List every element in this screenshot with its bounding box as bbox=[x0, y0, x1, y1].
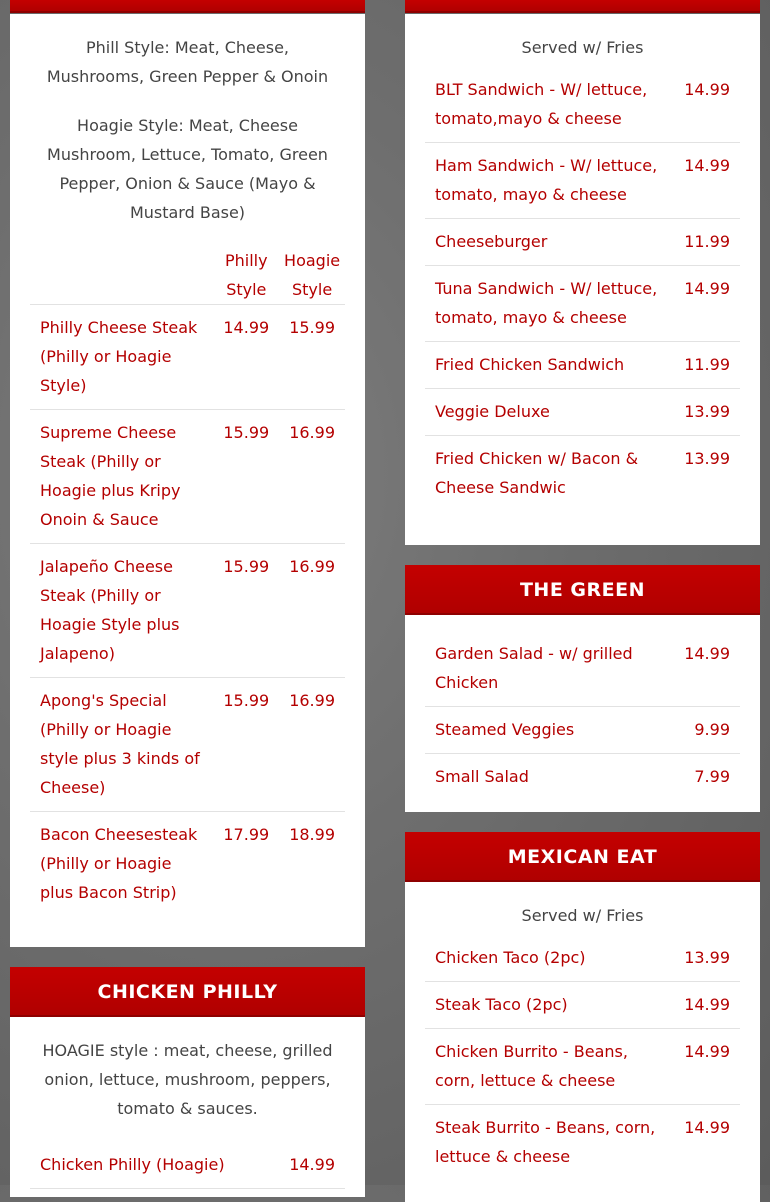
chicken-philly-table bbox=[30, 1142, 345, 1189]
section-title: MEXICAN EAT bbox=[507, 846, 658, 868]
menu-item-price: 7.99 bbox=[674, 754, 740, 801]
philly-style-note: Phill Style: Meat, Cheese, Mushrooms, Green Pepper & Onoin bbox=[46, 38, 329, 86]
mexican-card bbox=[405, 882, 760, 1202]
menu-item-row[interactable] bbox=[425, 982, 740, 1029]
menu-item-name: Small Salad bbox=[425, 754, 674, 801]
hoagie-price: 18.99 bbox=[279, 812, 345, 917]
menu-item-price: 11.99 bbox=[674, 219, 740, 266]
menu-item-price: 11.99 bbox=[674, 342, 740, 389]
chicken-philly-note: HOAGIE style : meat, cheese, grilled onion, lettuce, mushroom, peppers, tomato & sauces. bbox=[42, 1041, 333, 1118]
menu-item-row[interactable] bbox=[425, 143, 740, 219]
menu-item-price: 14.99 bbox=[674, 1105, 740, 1181]
menu-item-row[interactable] bbox=[425, 389, 740, 436]
menu-item-price: 14.99 bbox=[674, 982, 740, 1029]
menu-item-price: 14.99 bbox=[289, 1155, 335, 1174]
menu-item-row[interactable] bbox=[425, 219, 740, 266]
menu-item-name: Veggie Deluxe bbox=[425, 389, 674, 436]
chicken-philly-header bbox=[10, 967, 365, 1017]
menu-item-price: 9.99 bbox=[674, 707, 740, 754]
menu-item-row-partial bbox=[30, 1189, 345, 1190]
menu-item-row[interactable] bbox=[30, 1142, 345, 1189]
menu-item-name: Philly Cheese Steak (Philly or Hoagie Style) bbox=[30, 305, 213, 410]
menu-item-price: 14.99 bbox=[684, 644, 730, 663]
menu-item-name: Ham Sandwich - W/ lettuce, tomato, mayo & cheese bbox=[425, 143, 674, 219]
menu-item-row[interactable] bbox=[425, 436, 740, 512]
menu-item-row[interactable] bbox=[425, 1105, 740, 1181]
philly-price: 15.99 bbox=[213, 544, 279, 678]
menu-item-price: 14.99 bbox=[674, 266, 740, 342]
menu-item-row[interactable] bbox=[30, 410, 345, 544]
philly-style-column-header: Philly Style bbox=[224, 251, 268, 299]
mexican-menu-table bbox=[425, 935, 740, 1180]
menu-item-row[interactable] bbox=[425, 935, 740, 982]
menu-item-price: 14.99 bbox=[684, 80, 730, 99]
sandwich-menu-table bbox=[425, 67, 740, 511]
green-section-header bbox=[405, 565, 760, 615]
sandwich-section-header bbox=[405, 0, 760, 13]
menu-item-row[interactable] bbox=[425, 754, 740, 801]
menu-item-price: 13.99 bbox=[684, 948, 730, 967]
sandwich-card bbox=[405, 14, 760, 545]
menu-item-row[interactable] bbox=[425, 266, 740, 342]
menu-item-name: Garden Salad - w/ grilled Chicken bbox=[435, 644, 633, 692]
menu-item-name: Steak Taco (2pc) bbox=[425, 982, 674, 1029]
philly-table-header bbox=[30, 246, 345, 305]
row-divider bbox=[30, 1189, 345, 1190]
menu-item-name: Tuna Sandwich - W/ lettuce, tomato, mayo & cheese bbox=[425, 266, 674, 342]
menu-item-name: Bacon Cheesesteak (Philly or Hoagie plus Bacon Strip) bbox=[30, 812, 213, 917]
menu-item-name: Steak Burrito - Beans, corn, lettuce & cheese bbox=[425, 1105, 674, 1181]
menu-item-row[interactable] bbox=[30, 678, 345, 812]
menu-item-name: Fried Chicken Sandwich bbox=[425, 342, 674, 389]
menu-item-name: Jalapeño Cheese Steak (Philly or Hoagie Style plus Jalapeno) bbox=[30, 544, 213, 678]
hoagie-price: 15.99 bbox=[279, 305, 345, 410]
menu-item-name: Steamed Veggies bbox=[425, 707, 674, 754]
menu-item-name: Cheeseburger bbox=[425, 219, 674, 266]
menu-item-name: BLT Sandwich - W/ lettuce, tomato,mayo & cheese bbox=[435, 80, 648, 128]
blank-header-cell bbox=[30, 246, 213, 305]
menu-item-price: 13.99 bbox=[674, 389, 740, 436]
philly-price: 14.99 bbox=[213, 305, 279, 410]
green-menu-table bbox=[425, 631, 740, 800]
menu-item-row[interactable] bbox=[425, 342, 740, 389]
mexican-section-header bbox=[405, 832, 760, 882]
mexican-note: Served w/ Fries bbox=[521, 906, 644, 925]
menu-item-name: Chicken Taco (2pc) bbox=[435, 948, 586, 967]
menu-item-price: 14.99 bbox=[674, 143, 740, 219]
menu-item-name: Apong's Special (Philly or Hoagie style plus 3 kinds of Cheese) bbox=[30, 678, 213, 812]
sandwich-note: Served w/ Fries bbox=[521, 38, 644, 57]
hoagie-price: 16.99 bbox=[279, 410, 345, 544]
green-card bbox=[405, 615, 760, 812]
menu-item-row[interactable] bbox=[30, 544, 345, 678]
menu-item-row[interactable] bbox=[30, 305, 345, 410]
philly-card bbox=[10, 14, 365, 947]
hoagie-style-note: Hoagie Style: Meat, Cheese Mushroom, Lettuce, Tomato, Green Pepper, Onion & Sauce (Mayo & Mustard Base) bbox=[47, 116, 328, 222]
menu-item-row[interactable] bbox=[425, 631, 740, 707]
philly-price: 15.99 bbox=[213, 678, 279, 812]
menu-item-name: Fried Chicken w/ Bacon & Cheese Sandwic bbox=[425, 436, 674, 512]
hoagie-style-column-header: Hoagie Style bbox=[284, 251, 341, 299]
menu-item-name: Chicken Burrito - Beans, corn, lettuce & cheese bbox=[425, 1029, 674, 1105]
chicken-philly-card bbox=[10, 1017, 365, 1197]
philly-section-header bbox=[10, 0, 365, 13]
menu-item-price: 13.99 bbox=[674, 436, 740, 512]
menu-item-row[interactable] bbox=[425, 1029, 740, 1105]
philly-price: 15.99 bbox=[213, 410, 279, 544]
philly-menu-table bbox=[30, 246, 345, 916]
section-title: CHICKEN PHILLY bbox=[97, 981, 278, 1003]
menu-item-name: Supreme Cheese Steak (Philly or Hoagie plus Kripy Onoin & Sauce bbox=[30, 410, 213, 544]
menu-item-row[interactable] bbox=[425, 707, 740, 754]
menu-item-name: Chicken Philly (Hoagie) bbox=[40, 1155, 225, 1174]
hoagie-price: 16.99 bbox=[279, 678, 345, 812]
menu-item-row[interactable] bbox=[425, 67, 740, 143]
hoagie-price: 16.99 bbox=[279, 544, 345, 678]
section-title: THE GREEN bbox=[519, 579, 646, 601]
menu-item-row[interactable] bbox=[30, 812, 345, 917]
philly-price: 17.99 bbox=[213, 812, 279, 917]
menu-item-price: 14.99 bbox=[674, 1029, 740, 1105]
